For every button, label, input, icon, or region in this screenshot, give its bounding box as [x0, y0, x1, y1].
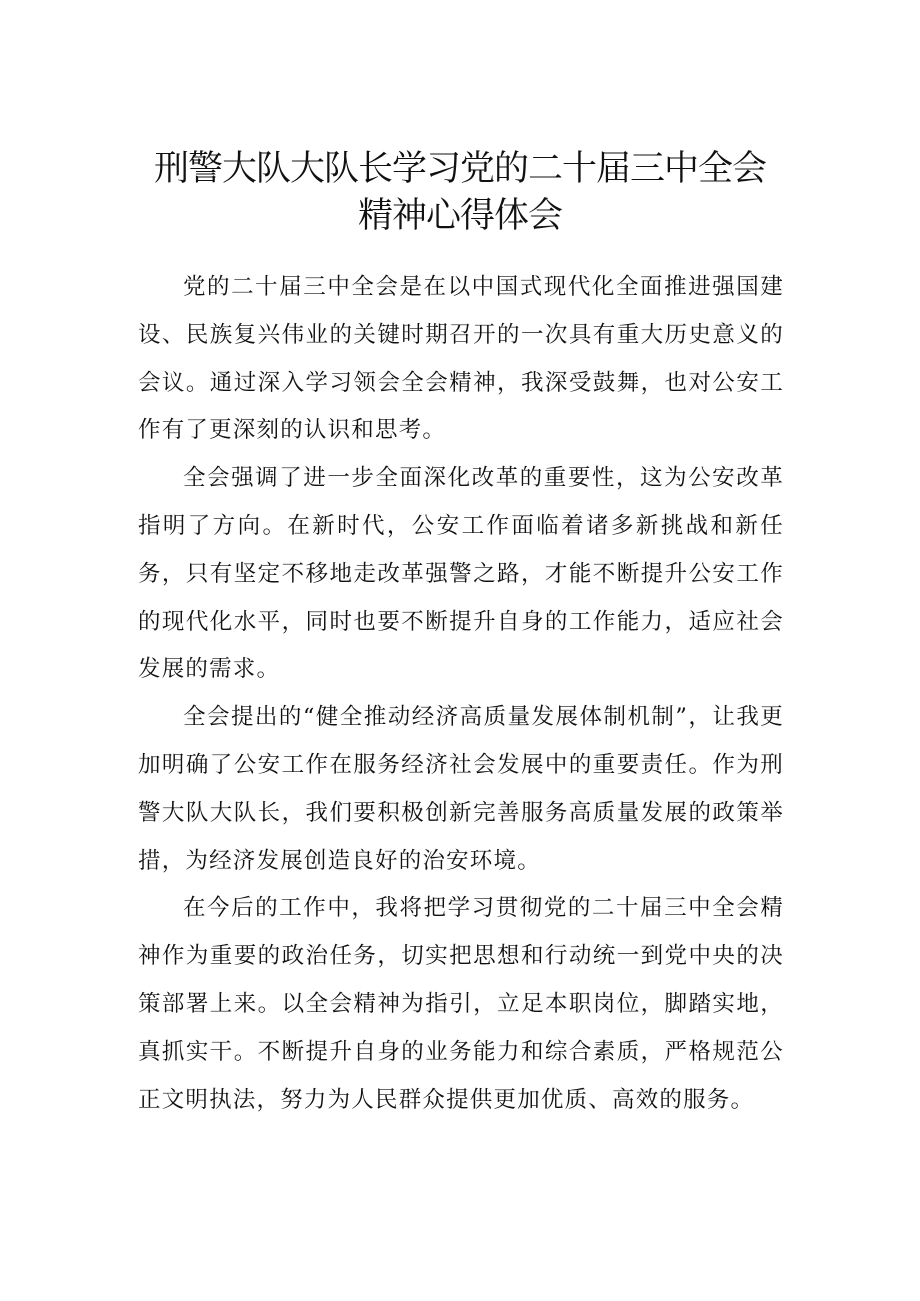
paragraph-2: 全会强调了进一步全面深化改革的重要性，这为公安改革指明了方向。在新时代，公安工作面临着诸多新挑战和新任务，只有坚定不移地走改革强警之路，才能不断提升公安工作的现代化水平，同时也要不断提升自身的工作能力，适应社会发展的需求。 — [138, 465, 784, 683]
title-line-1: 刑警大队大队长学习党的二十届三中全会 — [153, 149, 766, 189]
document-body — [138, 264, 784, 1124]
paragraph-1: 党的二十届三中全会是在以中国式现代化全面推进强国建设、民族复兴伟业的关键时期召开的一次具有重大历史意义的会议。通过深入学习领会全会精神，我深受鼓舞，也对公安工作有了更深刻的认识和思考。 — [138, 274, 784, 444]
paragraph-3: 全会提出的“健全推动经济高质量发展体制机制”，让我更加明确了公安工作在服务经济社会发展中的重要责任。作为刑警大队大队长，我们要积极创新完善服务高质量发展的政策举措，为经济发展创造良好的治安环境。 — [138, 704, 784, 874]
document-title — [0, 146, 920, 240]
paragraph-4: 在今后的工作中，我将把学习贯彻党的二十届三中全会精神作为重要的政治任务，切实把思想和行动统一到党中央的决策部署上来。以全会精神为指引，立足本职岗位，脚踏实地，真抓实干。不断提升自身的业务能力和综合素质，严格规范公正文明执法，努力为人民群众提供更加优质、高效的服务。 — [138, 895, 784, 1113]
title-line-2: 精神心得体会 — [357, 196, 562, 236]
